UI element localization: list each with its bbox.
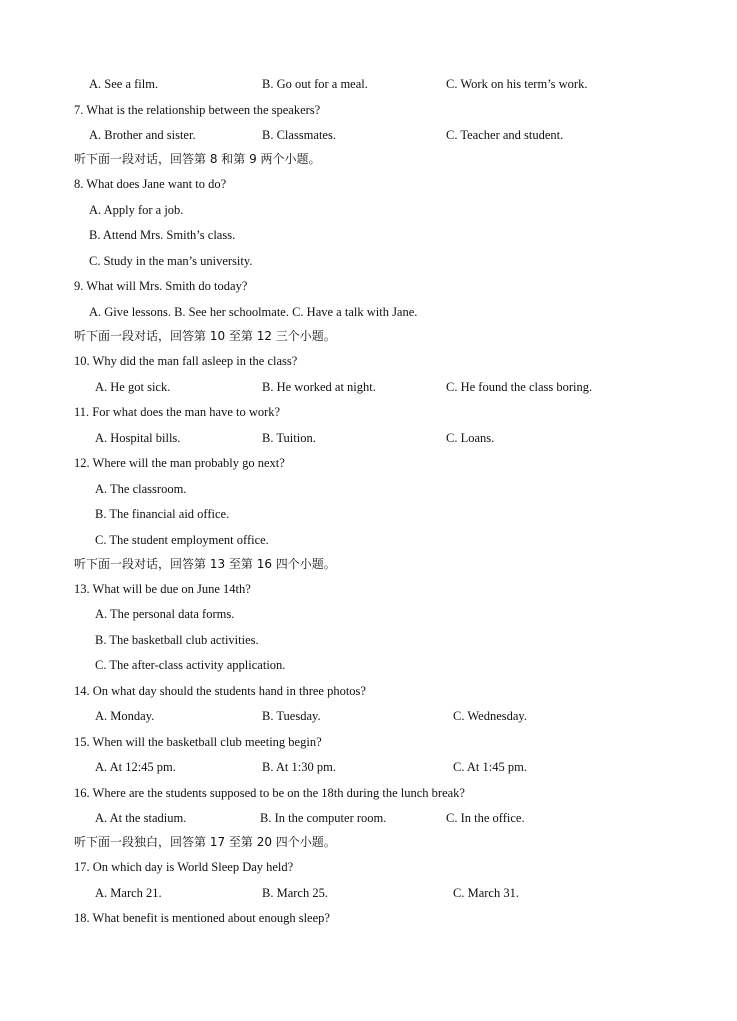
section-heading-10-12: 听下面一段对话，回答第 10 至第 12 三个小题。: [74, 329, 336, 343]
options-9: A. Give lessons. B. See her schoolmate. C. Have a talk with Jane.: [89, 305, 418, 319]
option-10c: C. He found the class boring.: [446, 380, 593, 394]
option-6c: C. Work on his term’s work.: [446, 77, 588, 91]
option-8a: A. Apply for a job.: [89, 203, 184, 217]
question-10: 10. Why did the man fall asleep in the class?: [74, 354, 298, 368]
option-15b: B. At 1:30 pm.: [262, 760, 336, 774]
option-11a: A. Hospital bills.: [95, 431, 181, 445]
option-17b: B. March 25.: [262, 886, 328, 900]
question-12: 12. Where will the man probably go next?: [74, 456, 285, 470]
option-6a: A. See a film.: [89, 77, 159, 91]
section-heading-13-16: 听下面一段对话，回答第 13 至第 16 四个小题。: [74, 557, 336, 571]
question-18: 18. What benefit is mentioned about enough sleep?: [74, 911, 330, 925]
option-15c: C. At 1:45 pm.: [453, 760, 527, 774]
option-14b: B. Tuesday.: [262, 709, 321, 723]
option-16c: C. In the office.: [446, 811, 525, 825]
option-13b: B. The basketball club activities.: [95, 633, 259, 647]
option-17a: A. March 21.: [95, 886, 162, 900]
option-11b: B. Tuition.: [262, 431, 316, 445]
option-13c: C. The after-class activity application.: [95, 658, 286, 672]
option-11c: C. Loans.: [446, 431, 495, 445]
option-13a: A. The personal data forms.: [95, 607, 235, 621]
section-heading-8-9: 听下面一段对话，回答第 8 和第 9 两个小题。: [74, 152, 321, 166]
question-16: 16. Where are the students supposed to be on the 18th during the lunch break?: [74, 786, 465, 800]
option-8c: C. Study in the man’s university.: [89, 254, 253, 268]
section-heading-17-20: 听下面一段独白，回答第 17 至第 20 四个小题。: [74, 835, 336, 849]
option-7b: B. Classmates.: [262, 128, 336, 142]
option-7a: A. Brother and sister.: [89, 128, 196, 142]
question-7: 7. What is the relationship between the speakers?: [74, 103, 321, 117]
question-14: 14. On what day should the students hand in three photos?: [74, 684, 366, 698]
option-10b: B. He worked at night.: [262, 380, 376, 394]
option-17c: C. March 31.: [453, 886, 519, 900]
option-10a: A. He got sick.: [95, 380, 171, 394]
question-8: 8. What does Jane want to do?: [74, 177, 227, 191]
option-7c: C. Teacher and student.: [446, 128, 564, 142]
option-15a: A. At 12:45 pm.: [95, 760, 176, 774]
option-14a: A. Monday.: [95, 709, 155, 723]
option-16a: A. At the stadium.: [95, 811, 187, 825]
option-12b: B. The financial aid office.: [95, 507, 230, 521]
option-6b: B. Go out for a meal.: [262, 77, 368, 91]
option-14c: C. Wednesday.: [453, 709, 527, 723]
option-12c: C. The student employment office.: [95, 533, 269, 547]
question-17: 17. On which day is World Sleep Day held?: [74, 860, 294, 874]
question-15: 15. When will the basketball club meeting begin?: [74, 735, 322, 749]
option-8b: B. Attend Mrs. Smith’s class.: [89, 228, 236, 242]
option-12a: A. The classroom.: [95, 482, 187, 496]
question-13: 13. What will be due on June 14th?: [74, 582, 251, 596]
question-11: 11. For what does the man have to work?: [74, 405, 281, 419]
question-9: 9. What will Mrs. Smith do today?: [74, 279, 248, 293]
option-16b: B. In the computer room.: [260, 811, 387, 825]
